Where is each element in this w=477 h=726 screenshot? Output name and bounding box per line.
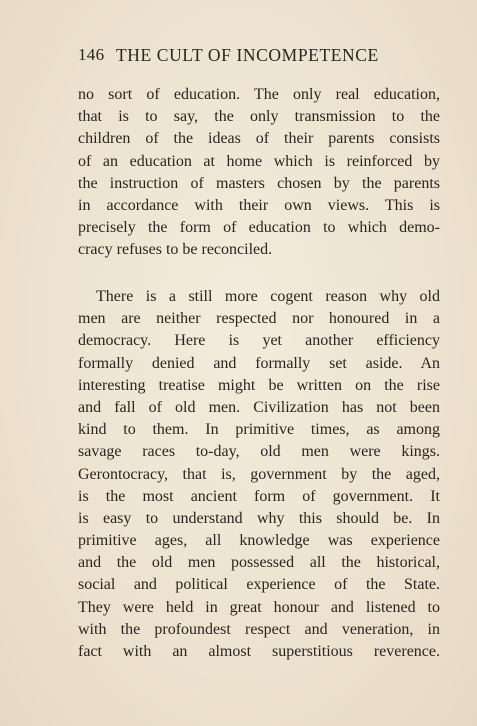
text-line: democracy. Here is yet another efficiency — [78, 332, 440, 350]
text-line: savage races to-day, old men were kings. — [78, 443, 440, 461]
text-line: social and political experience of the State. — [78, 576, 440, 594]
text-line: in accordance with their own views. This is — [78, 196, 440, 214]
text-line: men are neither respected nor honoured in a — [78, 310, 440, 328]
paragraph-1 — [78, 84, 440, 262]
text-line: formally denied and formally set aside. An — [78, 354, 440, 372]
text-line: precisely the form of education to which demo- — [78, 219, 440, 237]
text-line: They were held in great honour and listened to — [78, 598, 440, 616]
text-line: interesting treatise might be written on the rise — [78, 376, 440, 394]
text-line: is the most ancient form of government. It — [78, 487, 440, 505]
text-line: There is a still more cogent reason why old — [96, 288, 440, 305]
page-header — [78, 45, 440, 71]
text-line: kind to them. In primitive times, as among — [78, 421, 440, 439]
text-line: Gerontocracy, that is, government by the aged, — [78, 465, 440, 483]
text-line: is easy to understand why this should be. In — [78, 509, 440, 527]
text-line: of an education at home which is reinforced by — [78, 152, 440, 170]
text-line: with the profoundest respect and veneration, in — [78, 620, 440, 638]
page-number: 146 — [78, 45, 105, 64]
text-line: that is to say, the only transmission to the — [78, 108, 440, 126]
paragraph-2 — [78, 286, 440, 663]
text-line: children of the ideas of their parents consists — [78, 130, 440, 148]
text-line: fact with an almost superstitious reverence. — [78, 643, 440, 660]
text-line: the instruction of masters chosen by the parents — [78, 174, 440, 192]
text-line: cracy refuses to be reconciled. — [78, 241, 273, 259]
text-line: and the old men possessed all the historical, — [78, 554, 440, 572]
text-line: no sort of education. The only real education, — [78, 86, 440, 103]
running-title: THE CULT OF INCOMPETENCE — [116, 45, 379, 65]
text-line: primitive ages, all knowledge was experience — [78, 532, 440, 550]
text-line: and fall of old men. Civilization has not been — [78, 398, 440, 416]
